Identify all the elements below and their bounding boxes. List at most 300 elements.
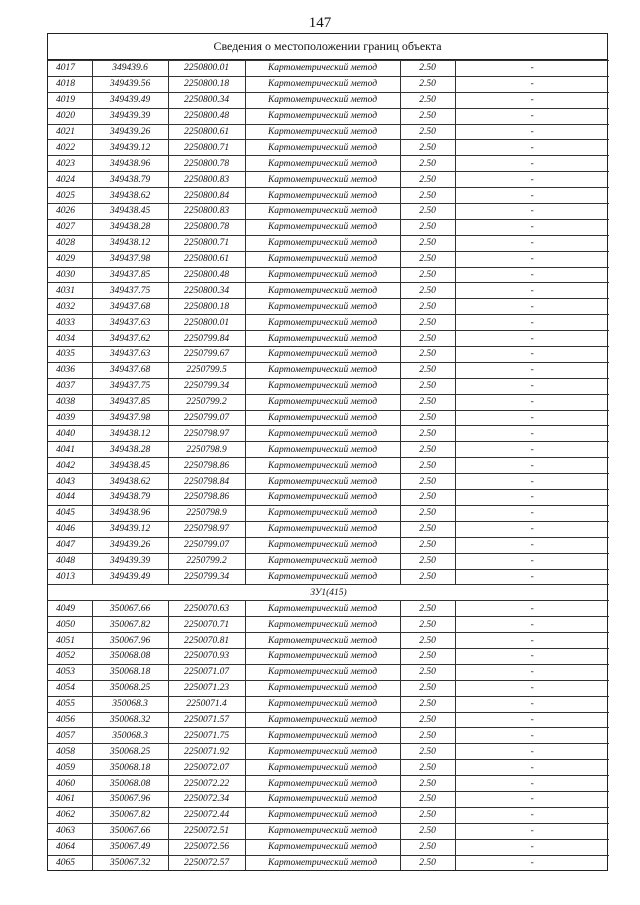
- accuracy-cell: 2.50: [400, 156, 455, 172]
- method-cell: Картометрический метод: [245, 490, 400, 506]
- table-row: [48, 712, 609, 728]
- table-row: [48, 442, 609, 458]
- method-cell: Картометрический метод: [245, 267, 400, 283]
- table-row: [48, 696, 609, 712]
- coord-y-cell: 2250800.78: [168, 219, 245, 235]
- table-row: [48, 347, 609, 363]
- table-row: [48, 664, 609, 680]
- coord-x-cell: 349437.85: [92, 394, 168, 410]
- method-cell: Картометрический метод: [245, 124, 400, 140]
- table-row: [48, 776, 609, 792]
- point-number-cell: 4065: [48, 855, 92, 870]
- coord-x-cell: 349439.39: [92, 553, 168, 569]
- coord-x-cell: 349439.6: [92, 61, 168, 77]
- point-number-cell: 4033: [48, 315, 92, 331]
- accuracy-cell: 2.50: [400, 617, 455, 633]
- coord-x-cell: 349438.79: [92, 172, 168, 188]
- accuracy-cell: 2.50: [400, 410, 455, 426]
- coord-y-cell: 2250798.97: [168, 426, 245, 442]
- coord-x-cell: 349439.49: [92, 92, 168, 108]
- point-number-cell: 4044: [48, 490, 92, 506]
- coord-y-cell: 2250799.07: [168, 537, 245, 553]
- point-number-cell: 4031: [48, 283, 92, 299]
- coord-y-cell: 2250800.34: [168, 92, 245, 108]
- table-row: [48, 299, 609, 315]
- note-cell: -: [455, 553, 609, 569]
- point-number-cell: 4064: [48, 839, 92, 855]
- method-cell: Картометрический метод: [245, 347, 400, 363]
- method-cell: Картометрический метод: [245, 807, 400, 823]
- coord-y-cell: 2250070.63: [168, 601, 245, 617]
- accuracy-cell: 2.50: [400, 442, 455, 458]
- point-number-cell: 4058: [48, 744, 92, 760]
- coord-y-cell: 2250072.57: [168, 855, 245, 870]
- coord-x-cell: 349437.75: [92, 283, 168, 299]
- table-row: [48, 648, 609, 664]
- table-row: [48, 172, 609, 188]
- table-row: [48, 204, 609, 220]
- method-cell: Картометрический метод: [245, 521, 400, 537]
- note-cell: -: [455, 569, 609, 585]
- coord-y-cell: 2250800.71: [168, 235, 245, 251]
- point-number-cell: 4045: [48, 505, 92, 521]
- table-row: [48, 474, 609, 490]
- note-cell: -: [455, 474, 609, 490]
- point-number-cell: 4024: [48, 172, 92, 188]
- method-cell: Картометрический метод: [245, 76, 400, 92]
- table-row: [48, 124, 609, 140]
- accuracy-cell: 2.50: [400, 219, 455, 235]
- coord-x-cell: 349438.62: [92, 474, 168, 490]
- coord-x-cell: 349438.96: [92, 156, 168, 172]
- coord-x-cell: 349439.12: [92, 521, 168, 537]
- coord-y-cell: 2250800.78: [168, 156, 245, 172]
- point-number-cell: 4057: [48, 728, 92, 744]
- coord-x-cell: 349439.26: [92, 537, 168, 553]
- table-row: [48, 362, 609, 378]
- point-number-cell: 4049: [48, 601, 92, 617]
- method-cell: Картометрический метод: [245, 362, 400, 378]
- accuracy-cell: 2.50: [400, 537, 455, 553]
- note-cell: -: [455, 696, 609, 712]
- accuracy-cell: 2.50: [400, 680, 455, 696]
- accuracy-cell: 2.50: [400, 648, 455, 664]
- table-row: [48, 315, 609, 331]
- point-number-cell: 4050: [48, 617, 92, 633]
- coord-y-cell: 2250799.2: [168, 394, 245, 410]
- table-row: [48, 378, 609, 394]
- table-row: [48, 855, 609, 870]
- note-cell: -: [455, 776, 609, 792]
- table-row: [48, 569, 609, 585]
- method-cell: Картометрический метод: [245, 299, 400, 315]
- method-cell: Картометрический метод: [245, 744, 400, 760]
- table-row: [48, 410, 609, 426]
- note-cell: -: [455, 331, 609, 347]
- note-cell: -: [455, 140, 609, 156]
- note-cell: -: [455, 92, 609, 108]
- coord-y-cell: 2250800.61: [168, 251, 245, 267]
- coord-y-cell: 2250800.83: [168, 172, 245, 188]
- point-number-cell: 4042: [48, 458, 92, 474]
- accuracy-cell: 2.50: [400, 108, 455, 124]
- method-cell: Картометрический метод: [245, 505, 400, 521]
- coord-y-cell: 2250070.93: [168, 648, 245, 664]
- accuracy-cell: 2.50: [400, 728, 455, 744]
- method-cell: Картометрический метод: [245, 108, 400, 124]
- method-cell: Картометрический метод: [245, 204, 400, 220]
- note-cell: -: [455, 426, 609, 442]
- coord-y-cell: 2250799.34: [168, 378, 245, 394]
- accuracy-cell: 2.50: [400, 553, 455, 569]
- accuracy-cell: 2.50: [400, 569, 455, 585]
- accuracy-cell: 2.50: [400, 458, 455, 474]
- point-number-cell: 4019: [48, 92, 92, 108]
- coord-x-cell: 349439.26: [92, 124, 168, 140]
- point-number-cell: 4021: [48, 124, 92, 140]
- table-row: [48, 823, 609, 839]
- method-cell: Картометрический метод: [245, 648, 400, 664]
- table-row: [48, 108, 609, 124]
- point-number-cell: 4043: [48, 474, 92, 490]
- coord-x-cell: 349438.28: [92, 442, 168, 458]
- point-number-cell: 4028: [48, 235, 92, 251]
- coord-x-cell: 350067.96: [92, 633, 168, 649]
- table-row: [48, 490, 609, 506]
- point-number-cell: 4041: [48, 442, 92, 458]
- coord-x-cell: 350067.96: [92, 791, 168, 807]
- note-cell: -: [455, 617, 609, 633]
- coord-x-cell: 350068.3: [92, 696, 168, 712]
- table-row: [48, 267, 609, 283]
- method-cell: Картометрический метод: [245, 458, 400, 474]
- table-row: [48, 331, 609, 347]
- coord-x-cell: 349437.63: [92, 315, 168, 331]
- coord-y-cell: 2250799.07: [168, 410, 245, 426]
- note-cell: -: [455, 521, 609, 537]
- accuracy-cell: 2.50: [400, 633, 455, 649]
- coord-y-cell: 2250799.5: [168, 362, 245, 378]
- coord-y-cell: 2250071.07: [168, 664, 245, 680]
- coord-y-cell: 2250799.2: [168, 553, 245, 569]
- coord-y-cell: 2250798.9: [168, 442, 245, 458]
- coord-y-cell: 2250072.07: [168, 760, 245, 776]
- table-row: [48, 601, 609, 617]
- note-cell: -: [455, 315, 609, 331]
- section-title: Сведения о местоположении границ объекта: [48, 34, 607, 60]
- method-cell: Картометрический метод: [245, 696, 400, 712]
- boundary-sheet: [47, 33, 608, 871]
- accuracy-cell: 2.50: [400, 315, 455, 331]
- coord-y-cell: 2250800.48: [168, 267, 245, 283]
- method-cell: Картометрический метод: [245, 235, 400, 251]
- accuracy-cell: 2.50: [400, 776, 455, 792]
- accuracy-cell: 2.50: [400, 505, 455, 521]
- note-cell: -: [455, 712, 609, 728]
- coord-y-cell: 2250071.4: [168, 696, 245, 712]
- method-cell: Картометрический метод: [245, 712, 400, 728]
- point-number-cell: 4017: [48, 61, 92, 77]
- method-cell: Картометрический метод: [245, 283, 400, 299]
- note-cell: -: [455, 728, 609, 744]
- accuracy-cell: 2.50: [400, 188, 455, 204]
- coord-x-cell: 349437.75: [92, 378, 168, 394]
- coord-x-cell: 349439.39: [92, 108, 168, 124]
- method-cell: Картометрический метод: [245, 426, 400, 442]
- coord-y-cell: 2250798.84: [168, 474, 245, 490]
- accuracy-cell: 2.50: [400, 362, 455, 378]
- accuracy-cell: 2.50: [400, 760, 455, 776]
- note-cell: -: [455, 648, 609, 664]
- coord-x-cell: 349438.12: [92, 426, 168, 442]
- accuracy-cell: 2.50: [400, 92, 455, 108]
- coord-y-cell: 2250800.84: [168, 188, 245, 204]
- note-cell: -: [455, 219, 609, 235]
- note-cell: -: [455, 172, 609, 188]
- coord-x-cell: 350067.82: [92, 617, 168, 633]
- coord-x-cell: 350068.3: [92, 728, 168, 744]
- table-row: [48, 617, 609, 633]
- point-number-cell: 4029: [48, 251, 92, 267]
- table-body: [48, 61, 609, 871]
- note-cell: -: [455, 855, 609, 870]
- method-cell: Картометрический метод: [245, 315, 400, 331]
- table-row: [48, 760, 609, 776]
- coord-x-cell: 349437.98: [92, 410, 168, 426]
- point-number-cell: 4061: [48, 791, 92, 807]
- table-row: [48, 219, 609, 235]
- coord-x-cell: 349438.62: [92, 188, 168, 204]
- accuracy-cell: 2.50: [400, 521, 455, 537]
- note-cell: -: [455, 124, 609, 140]
- coord-y-cell: 2250800.01: [168, 315, 245, 331]
- note-cell: -: [455, 760, 609, 776]
- coord-x-cell: 350067.66: [92, 601, 168, 617]
- coord-x-cell: 349439.56: [92, 76, 168, 92]
- note-cell: -: [455, 490, 609, 506]
- coord-x-cell: 350068.18: [92, 664, 168, 680]
- table-row: [48, 251, 609, 267]
- point-number-cell: 4025: [48, 188, 92, 204]
- coord-y-cell: 2250071.57: [168, 712, 245, 728]
- point-number-cell: 4036: [48, 362, 92, 378]
- note-cell: -: [455, 61, 609, 77]
- note-cell: -: [455, 505, 609, 521]
- table-row: [48, 458, 609, 474]
- point-number-cell: 4046: [48, 521, 92, 537]
- coord-y-cell: 2250798.97: [168, 521, 245, 537]
- accuracy-cell: 2.50: [400, 394, 455, 410]
- note-cell: -: [455, 299, 609, 315]
- point-number-cell: 4056: [48, 712, 92, 728]
- accuracy-cell: 2.50: [400, 267, 455, 283]
- table-row: [48, 188, 609, 204]
- coord-x-cell: 350068.08: [92, 776, 168, 792]
- method-cell: Картометрический метод: [245, 553, 400, 569]
- note-cell: -: [455, 633, 609, 649]
- coord-y-cell: 2250070.71: [168, 617, 245, 633]
- note-cell: -: [455, 347, 609, 363]
- method-cell: Картометрический метод: [245, 251, 400, 267]
- coord-y-cell: 2250800.01: [168, 61, 245, 77]
- coord-x-cell: 349437.85: [92, 267, 168, 283]
- method-cell: Картометрический метод: [245, 140, 400, 156]
- coord-x-cell: 349437.63: [92, 347, 168, 363]
- table-row: [48, 140, 609, 156]
- point-number-cell: 4055: [48, 696, 92, 712]
- method-cell: Картометрический метод: [245, 823, 400, 839]
- table-row: [48, 680, 609, 696]
- point-number-cell: 4018: [48, 76, 92, 92]
- coord-x-cell: 350067.32: [92, 855, 168, 870]
- boundary-points-table: [48, 60, 609, 870]
- coord-x-cell: 349437.98: [92, 251, 168, 267]
- table-row: [48, 791, 609, 807]
- point-number-cell: 4037: [48, 378, 92, 394]
- method-cell: Картометрический метод: [245, 760, 400, 776]
- coord-x-cell: 349437.68: [92, 362, 168, 378]
- method-cell: Картометрический метод: [245, 855, 400, 870]
- method-cell: Картометрический метод: [245, 394, 400, 410]
- note-cell: -: [455, 283, 609, 299]
- method-cell: Картометрический метод: [245, 188, 400, 204]
- accuracy-cell: 2.50: [400, 61, 455, 77]
- coord-y-cell: 2250072.22: [168, 776, 245, 792]
- point-number-cell: 4023: [48, 156, 92, 172]
- point-number-cell: 4052: [48, 648, 92, 664]
- coord-x-cell: 349438.12: [92, 235, 168, 251]
- coord-y-cell: 2250799.34: [168, 569, 245, 585]
- accuracy-cell: 2.50: [400, 855, 455, 870]
- accuracy-cell: 2.50: [400, 331, 455, 347]
- method-cell: Картометрический метод: [245, 442, 400, 458]
- note-cell: -: [455, 744, 609, 760]
- point-number-cell: 4038: [48, 394, 92, 410]
- accuracy-cell: 2.50: [400, 204, 455, 220]
- accuracy-cell: 2.50: [400, 426, 455, 442]
- accuracy-cell: 2.50: [400, 791, 455, 807]
- note-cell: -: [455, 839, 609, 855]
- method-cell: Картометрический метод: [245, 633, 400, 649]
- note-cell: -: [455, 108, 609, 124]
- accuracy-cell: 2.50: [400, 172, 455, 188]
- table-row: [48, 235, 609, 251]
- method-cell: Картометрический метод: [245, 680, 400, 696]
- method-cell: Картометрический метод: [245, 537, 400, 553]
- point-number-cell: 4020: [48, 108, 92, 124]
- accuracy-cell: 2.50: [400, 347, 455, 363]
- point-number-cell: 4062: [48, 807, 92, 823]
- method-cell: Картометрический метод: [245, 728, 400, 744]
- note-cell: -: [455, 188, 609, 204]
- method-cell: Картометрический метод: [245, 92, 400, 108]
- table-row: [48, 553, 609, 569]
- coord-y-cell: 2250800.34: [168, 283, 245, 299]
- note-cell: -: [455, 601, 609, 617]
- table-row: [48, 394, 609, 410]
- coord-y-cell: 2250799.67: [168, 347, 245, 363]
- point-number-cell: 4048: [48, 553, 92, 569]
- method-cell: Картометрический метод: [245, 791, 400, 807]
- method-cell: Картометрический метод: [245, 569, 400, 585]
- point-number-cell: 4035: [48, 347, 92, 363]
- point-number-cell: 4053: [48, 664, 92, 680]
- coord-x-cell: 349438.45: [92, 204, 168, 220]
- coord-y-cell: 2250800.18: [168, 76, 245, 92]
- coord-y-cell: 2250798.86: [168, 490, 245, 506]
- note-cell: -: [455, 410, 609, 426]
- coord-x-cell: 350067.82: [92, 807, 168, 823]
- method-cell: Картометрический метод: [245, 776, 400, 792]
- note-cell: -: [455, 791, 609, 807]
- coord-y-cell: 2250800.83: [168, 204, 245, 220]
- coord-y-cell: 2250071.92: [168, 744, 245, 760]
- coord-y-cell: 2250071.23: [168, 680, 245, 696]
- coord-y-cell: 2250071.75: [168, 728, 245, 744]
- accuracy-cell: 2.50: [400, 140, 455, 156]
- accuracy-cell: 2.50: [400, 283, 455, 299]
- point-number-cell: 4026: [48, 204, 92, 220]
- table-row: [48, 505, 609, 521]
- point-number-cell: 4039: [48, 410, 92, 426]
- method-cell: Картометрический метод: [245, 331, 400, 347]
- note-cell: -: [455, 267, 609, 283]
- coord-y-cell: 2250800.71: [168, 140, 245, 156]
- coord-y-cell: 2250798.9: [168, 505, 245, 521]
- table-row: [48, 537, 609, 553]
- coord-y-cell: 2250800.18: [168, 299, 245, 315]
- note-cell: -: [455, 204, 609, 220]
- accuracy-cell: 2.50: [400, 807, 455, 823]
- coord-y-cell: 2250800.61: [168, 124, 245, 140]
- note-cell: -: [455, 680, 609, 696]
- coord-x-cell: 349438.45: [92, 458, 168, 474]
- accuracy-cell: 2.50: [400, 235, 455, 251]
- coord-x-cell: 350068.25: [92, 680, 168, 696]
- point-number-cell: 4034: [48, 331, 92, 347]
- method-cell: Картометрический метод: [245, 839, 400, 855]
- method-cell: Картометрический метод: [245, 156, 400, 172]
- table-row: [48, 92, 609, 108]
- coord-x-cell: 350068.25: [92, 744, 168, 760]
- note-cell: -: [455, 807, 609, 823]
- coord-x-cell: 350068.32: [92, 712, 168, 728]
- accuracy-cell: 2.50: [400, 76, 455, 92]
- note-cell: -: [455, 664, 609, 680]
- table-row: [48, 807, 609, 823]
- note-cell: -: [455, 394, 609, 410]
- method-cell: Картометрический метод: [245, 474, 400, 490]
- coord-y-cell: 2250799.84: [168, 331, 245, 347]
- coord-y-cell: 2250072.34: [168, 791, 245, 807]
- point-number-cell: 4032: [48, 299, 92, 315]
- point-number-cell: 4047: [48, 537, 92, 553]
- accuracy-cell: 2.50: [400, 251, 455, 267]
- note-cell: -: [455, 458, 609, 474]
- accuracy-cell: 2.50: [400, 664, 455, 680]
- accuracy-cell: 2.50: [400, 474, 455, 490]
- coord-y-cell: 2250072.51: [168, 823, 245, 839]
- table-row: [48, 633, 609, 649]
- point-number-cell: 4063: [48, 823, 92, 839]
- table-row: [48, 728, 609, 744]
- table-row: [48, 839, 609, 855]
- point-number-cell: 4027: [48, 219, 92, 235]
- note-cell: -: [455, 537, 609, 553]
- coord-x-cell: 349439.49: [92, 569, 168, 585]
- coord-x-cell: 350068.18: [92, 760, 168, 776]
- table-row: [48, 156, 609, 172]
